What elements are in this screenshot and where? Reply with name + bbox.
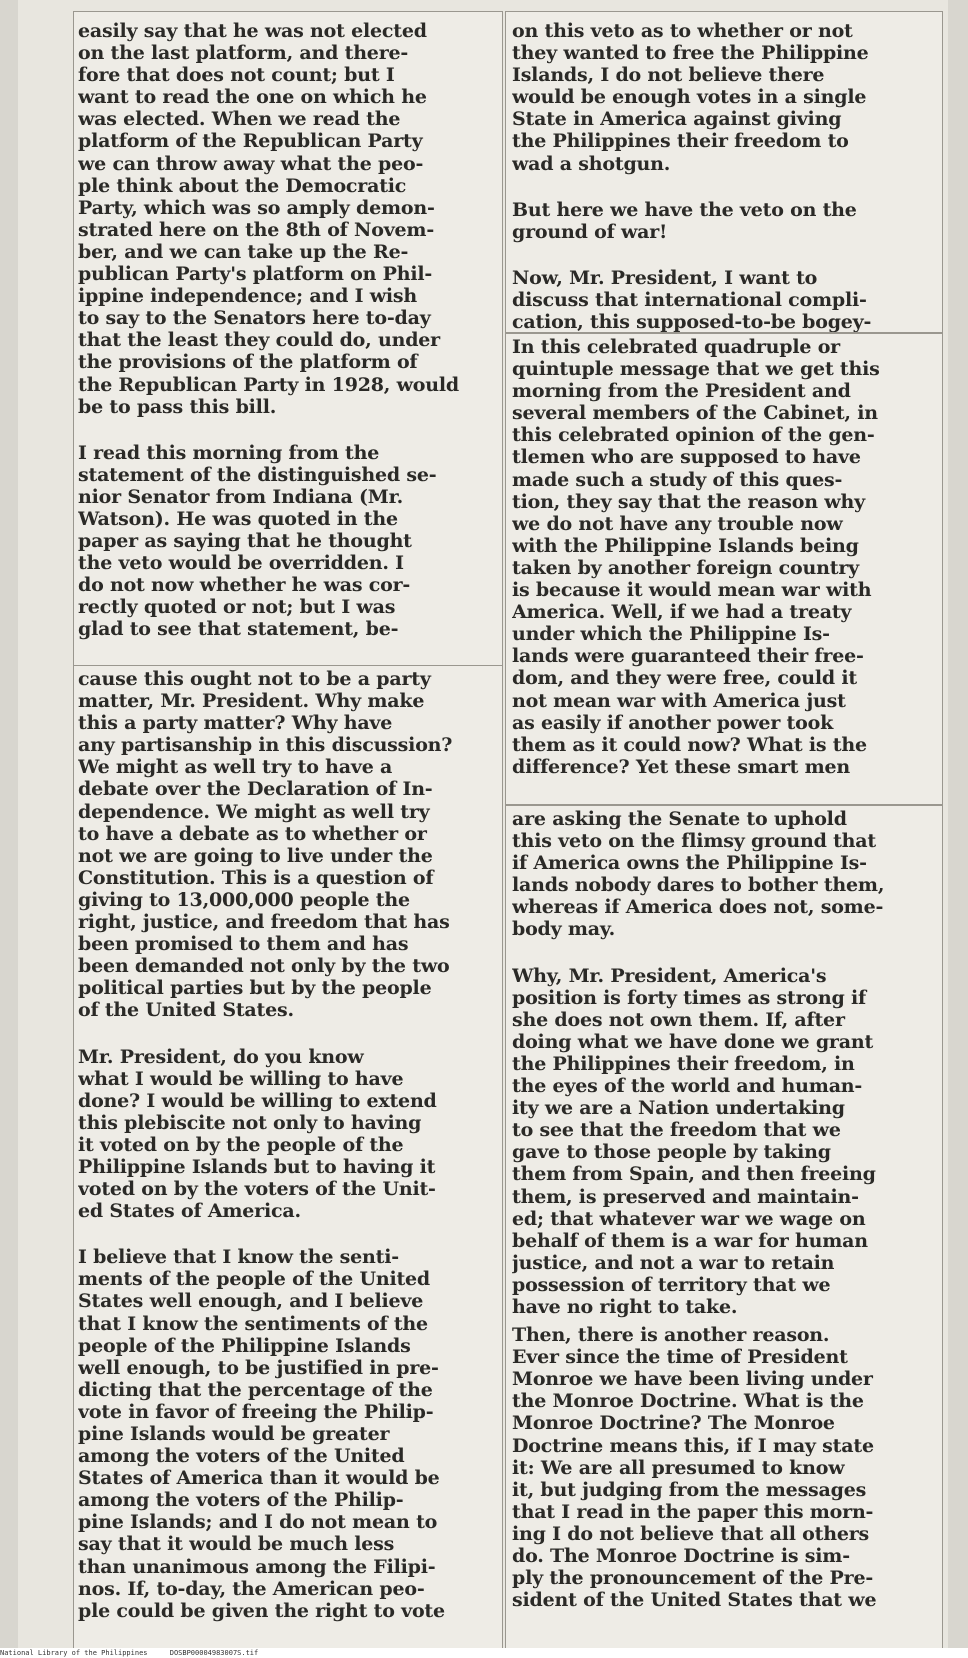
text-line: ple think about the Democratic [78,174,407,197]
text-line: voted on by the voters of the Unit- [78,1178,436,1201]
text-line: that I read in the paper this morn- [512,1500,874,1523]
text-line: justice, and not a war to retain [512,1251,835,1274]
text-line: say that it would be much less [78,1533,395,1556]
text-line: whereas if America does not, some- [512,896,884,919]
text-line: she does not own them. If, after [512,1008,845,1031]
text-line: well enough, to be justified in pre- [78,1356,439,1379]
text-line: platform of the Republican Party [78,130,423,153]
text-line: I believe that I know the senti- [78,1246,399,1269]
text-line: nos. If, to-day, the American peo- [78,1577,425,1600]
text-line: America. Well, if we had a treaty [512,601,852,624]
text-line: Constitution. This is a question of [78,866,434,889]
text-line: dicting that the percentage of the [78,1378,433,1401]
text-line: the Republican Party in 1928, would [78,373,459,396]
text-line: ber, and we can take up the Re- [78,240,409,263]
text-line: dom, and they were free, could it [512,667,857,690]
text-line: paper as saying that he thought [78,530,412,553]
text-line: made such a study of this ques- [512,468,843,491]
text-line: with the Philippine Islands being [512,534,859,557]
text-line: debate over the Declaration of In- [78,778,433,801]
text-line: it voted on by the people of the [78,1133,404,1156]
text-line: this veto on the flimsy ground that [512,830,876,853]
text-line: want to read the one on which he [78,86,427,109]
text-line: tlemen who are supposed to have [512,446,861,469]
text-line: this plebiscite not only to having [78,1111,422,1134]
text-line: rectly quoted or not; but I was [78,596,396,619]
text-line: done? I would be willing to extend [78,1089,437,1112]
text-line: the veto would be overridden. I [78,552,404,575]
text-line: we can throw away what the peo- [78,152,424,175]
right-clipping-2 [506,334,942,804]
text-line: But here we have the veto on the [512,198,857,221]
footer-library: National Library of the Philippines [0,1649,148,1657]
text-line: have no right to take. [512,1295,738,1318]
text-line: Ever since the time of President [512,1346,848,1369]
text-line: on this veto as to whether or not [512,20,853,42]
text-line: giving to 13,000,000 people the [78,888,410,911]
text-line: would be enough votes in a single [512,86,867,109]
text-line: the Monroe Doctrine. What is the [512,1390,864,1413]
text-line: doing what we have done we grant [512,1030,874,1053]
text-line: what I would be willing to have [78,1067,404,1090]
text-line: any partisanship in this discussion? [78,734,453,757]
text-line: right, justice, and freedom that has [78,911,450,934]
text-line: they wanted to free the Philippine [512,42,869,65]
text-line: as easily if another power took [512,711,834,734]
text-line: the eyes of the world and human- [512,1075,863,1098]
text-line: ply the pronouncement of the Pre- [512,1567,874,1590]
text-line: political parties but by the people [78,977,432,1000]
text-line: ments of the people of the United [78,1268,431,1291]
text-line: of the United States. [78,999,294,1022]
text-line: not we are going to live under the [78,844,433,867]
text-line: do. The Monroe Doctrine is sim- [512,1545,850,1567]
text-line: that I know the sentiments of the [78,1312,428,1335]
text-line: are asking the Senate to uphold [512,808,847,830]
left-block-2 [78,442,496,641]
text-line: ippine independence; and I wish [78,285,418,308]
text-line: ple could be given the right to vote [78,1599,445,1622]
text-line: States well enough, and I believe [78,1290,424,1313]
text-line: to see that the freedom that we [512,1119,841,1142]
text-line: Mr. President, do you know [78,1045,364,1068]
right-block-3 [512,267,936,332]
text-line: I read this morning from the [78,441,380,464]
left-block-4 [78,1046,496,1223]
text-line: publican Party's platform on Phil- [78,263,433,286]
text-line: pine Islands; and I do not mean to [78,1511,438,1534]
text-line: possession of territory that we [512,1273,831,1296]
right-clipping-1 [506,12,942,332]
text-line: quintuple message that we get this [512,358,880,381]
text-line: gave to those people by taking [512,1141,831,1164]
text-line: than unanimous among the Filipi- [78,1555,436,1578]
right-block-6 [512,965,936,1319]
text-line: to say to the Senators here to-day [78,307,431,330]
text-line: the provisions of the platform of [78,351,418,374]
footer-file: DOSBP00004983007S.tif [169,1649,259,1657]
text-line: Then, there is another reason. [512,1324,830,1347]
text-line: easily say that he was not elected [78,20,427,42]
text-line: this celebrated opinion of the gen- [512,424,875,447]
text-line: ed; that whatever war we wage on [512,1207,866,1230]
text-line: is because it would mean war with [512,579,872,602]
text-line: difference? Yet these smart men [512,755,851,778]
text-line: lands were guaranteed their free- [512,645,864,668]
text-line: ity we are a Nation undertaking [512,1097,845,1120]
text-line: morning from the President and [512,380,851,403]
text-line: among the voters of the United [78,1445,405,1468]
text-line: not mean war with America just [512,689,846,712]
text-line: Party, which was so amply demon- [78,196,435,219]
text-line: nior Senator from Indiana (Mr. [78,485,404,508]
text-line: cause this ought not to be a party [78,668,431,690]
left-block-1 [78,20,496,418]
text-line: matter, Mr. President. Why make [78,690,425,713]
text-line: lands nobody dares to bother them, [512,874,885,897]
right-block-2 [512,199,936,243]
text-line: glad to see that statement, be- [78,618,399,641]
text-line: Philippine Islands but to having it [78,1155,436,1178]
text-line: States of America than it would be [78,1467,440,1490]
right-block-4 [512,336,936,778]
text-line: ground of war! [512,220,668,243]
text-line: people of the Philippine Islands [78,1334,411,1357]
text-line: behalf of them is a war for human [512,1229,868,1252]
right-clipping-3 [506,806,942,1648]
left-clipping-1 [74,12,502,666]
newspaper-page [18,0,948,1648]
text-line: tion, they say that the reason why [512,490,865,513]
right-block-1 [512,20,936,175]
left-block-5 [78,1246,496,1622]
text-line: ed States of America. [78,1200,301,1223]
text-line: Monroe Doctrine? The Monroe [512,1412,835,1435]
text-line: pine Islands would be greater [78,1423,390,1445]
text-line: Watson). He was quoted in the [78,507,398,530]
text-line: ing I do not believe that all others [512,1522,870,1545]
text-line: vote in favor of freeing the Philip- [78,1400,434,1423]
text-line: among the voters of the Philip- [78,1489,404,1512]
text-line: fore that does not count; but I [78,64,395,87]
text-line: the Philippines their freedom to [512,130,849,153]
text-line: statement of the distinguished se- [78,463,437,486]
text-line: wad a shotgun. [512,152,671,175]
text-line: the Philippines their freedom, in [512,1052,855,1075]
text-line: sident of the United States that we [512,1589,877,1612]
text-line: We might as well try to have a [78,756,393,779]
text-line: State in America against giving [512,108,842,131]
text-line: dependence. We might as well try [78,800,430,823]
text-line: taken by another foreign country [512,556,859,579]
text-line: Why, Mr. President, America's [512,964,827,987]
text-line: this a party matter? Why have [78,712,393,735]
text-line: it: We are all presumed to know [512,1456,845,1479]
text-line: cation, this supposed-to-be bogey- [512,311,872,332]
text-line: several members of the Cabinet, in [512,402,878,425]
text-line: them from Spain, and then freeing [512,1163,876,1186]
text-line: that the least they could do, under [78,329,440,352]
text-line: In this celebrated quadruple or [512,336,840,358]
text-line: it, but judging from the messages [512,1478,867,1501]
text-line: Monroe we have been living under [512,1368,873,1391]
text-line: been promised to them and has [78,933,409,956]
text-line: body may. [512,918,615,941]
left-clipping-2 [74,666,502,1648]
text-line: them, is preserved and maintain- [512,1185,859,1208]
text-line: discuss that international compli- [512,288,867,311]
left-block-3 [78,668,496,1022]
text-line: do not now whether he was cor- [78,574,411,597]
text-line: strated here on the 8th of Novem- [78,218,435,241]
text-line: Doctrine means this, if I may state [512,1434,874,1457]
text-line: Now, Mr. President, I want to [512,266,818,289]
right-block-7 [512,1324,936,1611]
text-line: on the last platform, and there- [78,42,409,65]
text-line: Islands, I do not believe there [512,64,825,87]
text-line: been demanded not only by the two [78,955,450,978]
text-line: we do not have any trouble now [512,512,843,535]
text-line: under which the Philippine Is- [512,623,830,646]
text-line: be to pass this bill. [78,395,277,418]
text-line: if America owns the Philippine Is- [512,852,867,875]
scan-footer [0,1648,968,1658]
text-line: was elected. When we read the [78,108,401,131]
text-line: to have a debate as to whether or [78,822,427,845]
right-block-5 [512,808,936,941]
text-line: position is forty times as strong if [512,986,866,1009]
text-line: them as it could now? What is the [512,733,867,756]
